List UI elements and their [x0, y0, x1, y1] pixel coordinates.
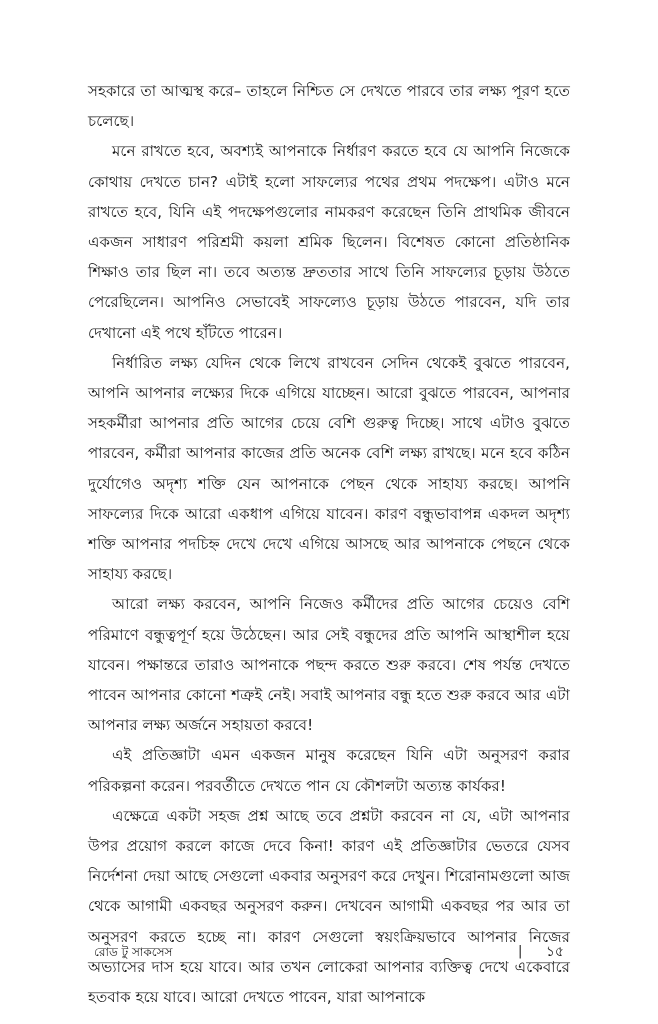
paragraph: এক্ষেত্রে একটা সহজ প্রশ্ন আছে তবে প্রশ্নটা করবেন না যে, এটা আপনার উপর প্রয়োগ করলে কাজে দেবে কিনা! কারণ এই প্রতিজ্ঞাটার ভেতরে যেসব নির্দেশনা দেয়া আছে সেগুলো একবার অনুসরণ করে দেখুন। শিরোনামগুলো আজ থেকে আগামী একবছর অনুসরণ করুন। দেখবেন আগামী একবছর পর আর তা অনুসরণ করতে হচ্ছে না। কারণ সেগুলো স্বয়ংক্রিয়ভাবে আপনার নিজের অভ্যাসের দাস হয়ে যাবে। আর তখন লোকেরা আপনার ব্যক্তিত্ব দেখে একেবারে হতবাক হয়ে যাবে। আরো দেখতে পাবেন, যারা আপনাকে	[88, 806, 570, 1007]
paragraph: নির্ধারিত লক্ষ্য যেদিন থেকে লিখে রাখবেন সেদিন থেকেই বুঝতে পারবেন, আপনি আপনার লক্ষ্যের দিকে এগিয়ে যাচ্ছেন। আরো বুঝতে পারবেন, আপনার সহকর্মীরা আপনার প্রতি আগের চেয়ে বেশি গুরুত্ব দিচ্ছে। সাথে এটাও বুঝতে পারবেন, কর্মীরা আপনার কাজের প্রতি অনেক বেশি লক্ষ্য রাখছে। মনে হবে কঠিন দুর্যোগেও অদৃশ্য শক্তি যেন আপনাকে পেছন থেকে সাহায্য করছে। আপনি সাফল্যের দিকে আরো একধাপ এগিয়ে যাবেন। কারণ বন্ধুভাবাপন্ন একদল অদৃশ্য শক্তি আপনার পদচিহ্ন দেখে দেখে এগিয়ে আসছে আর আপনাকে পেছনে থেকে সাহায্য করছে।	[88, 353, 570, 584]
page-footer	[94, 940, 566, 964]
paragraph-continuation: সহকারে তা আত্মস্থ করে– তাহলে নিশ্চিত সে দেখতে পারবে তার লক্ষ্য পূরণ হতে চলেছে।	[88, 82, 570, 131]
footer-separator: |	[518, 944, 523, 959]
paragraph: আরো লক্ষ্য করবেন, আপনি নিজেও কর্মীদের প্রতি আগের চেয়েও বেশি পরিমাণে বন্ধুত্বপূর্ণ হয়ে উঠেছেন। আর সেই বন্ধুদের প্রতি আপনি আস্থাশীল হয়ে যাবেন। পক্ষান্তরে তারাও আপনাকে পছন্দ করতে শুরু করবে। শেষ পর্যন্ত দেখতে পাবেন আপনার কোনো শত্রুই নেই। সবাই আপনার বন্ধু হতে শুরু করবে আর এটা আপনার লক্ষ্য অর্জনে সহায়তা করবে!	[88, 595, 570, 735]
paragraph: মনে রাখতে হবে, অবশ্যই আপনাকে নির্ধারণ করতে হবে যে আপনি নিজেকে কোথায় দেখতে চান? এটাই হলো সাফল্যের পথের প্রথম পদক্ষেপ। এটাও মনে রাখতে হবে, যিনি এই পদক্ষেপগুলোর নামকরণ করেছেন তিনি প্রাথমিক জীবনে একজন সাধারণ পরিশ্রমী কয়লা শ্রমিক ছিলেন। বিশেষত কোনো প্রতিষ্ঠানিক শিক্ষাও তার ছিল না। তবে অত্যন্ত দ্রুততার সাথে তিনি সাফল্যের চূড়ায় উঠতে পেরেছিলেন। আপনিও সেভাবেই সাফল্যেও চূড়ায় উঠতে পারবেন, যদি তার দেখানো এই পথে হাঁটতে পারেন।	[88, 142, 570, 342]
running-footer-title: রোড টু সাকসেস	[94, 945, 173, 959]
paragraph: এই প্রতিজ্ঞাটা এমন একজন মানুষ করেছেন যিনি এটা অনুসরণ করার পরিকল্পনা করেন। পরবর্তীতে দেখতে পান যে কৌশলটা অত্যন্ত কার্যকর!	[88, 746, 570, 795]
page-number: ১৫	[545, 944, 564, 960]
